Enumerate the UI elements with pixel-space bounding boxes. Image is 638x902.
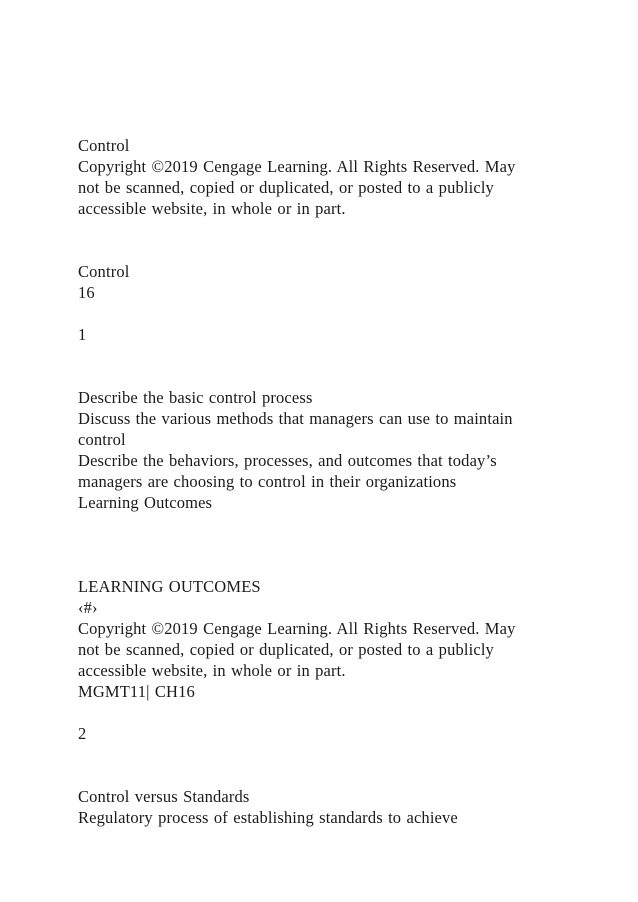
outcome-line: Describe the behaviors, processes, and outcomes that today’s [78,451,497,470]
blank-line [78,303,578,324]
outcome-line: control [78,430,126,449]
blank-line [78,240,578,261]
blank-line [78,513,578,534]
slide-placeholder: ‹#› [78,598,98,617]
blank-line [78,366,578,387]
document-text [78,135,578,828]
section-heading: LEARNING OUTCOMES [78,577,261,596]
blank-line [78,702,578,723]
blank-line [78,534,578,555]
blank-line [78,555,578,576]
copyright-line: accessible website, in whole or in part. [78,199,346,218]
blank-line [78,219,578,240]
copyright-line: accessible website, in whole or in part. [78,661,346,680]
slide-number: 1 [78,325,87,344]
copyright-line: not be scanned, copied or duplicated, or posted to a publicly [78,178,494,197]
blank-line [78,345,578,366]
slide-number: 2 [78,724,87,743]
chapter-number: 16 [78,283,95,302]
course-code: MGMT11| CH16 [78,682,195,701]
copyright-line: Copyright ©2019 Cengage Learning. All Rights Reserved. May [78,157,516,176]
copyright-line: not be scanned, copied or duplicated, or posted to a publicly [78,640,494,659]
slide-title: Control versus Standards [78,787,250,806]
blank-line [78,765,578,786]
section-label: Learning Outcomes [78,493,213,512]
outcome-line: managers are choosing to control in their organizations [78,472,457,491]
outcome-line: Discuss the various methods that managers can use to maintain [78,409,513,428]
copyright-line: Copyright ©2019 Cengage Learning. All Rights Reserved. May [78,619,516,638]
slide-title: Control [78,136,130,155]
chapter-title: Control [78,262,130,281]
blank-line [78,744,578,765]
body-line: Regulatory process of establishing standards to achieve [78,808,458,827]
outcome-line: Describe the basic control process [78,388,313,407]
